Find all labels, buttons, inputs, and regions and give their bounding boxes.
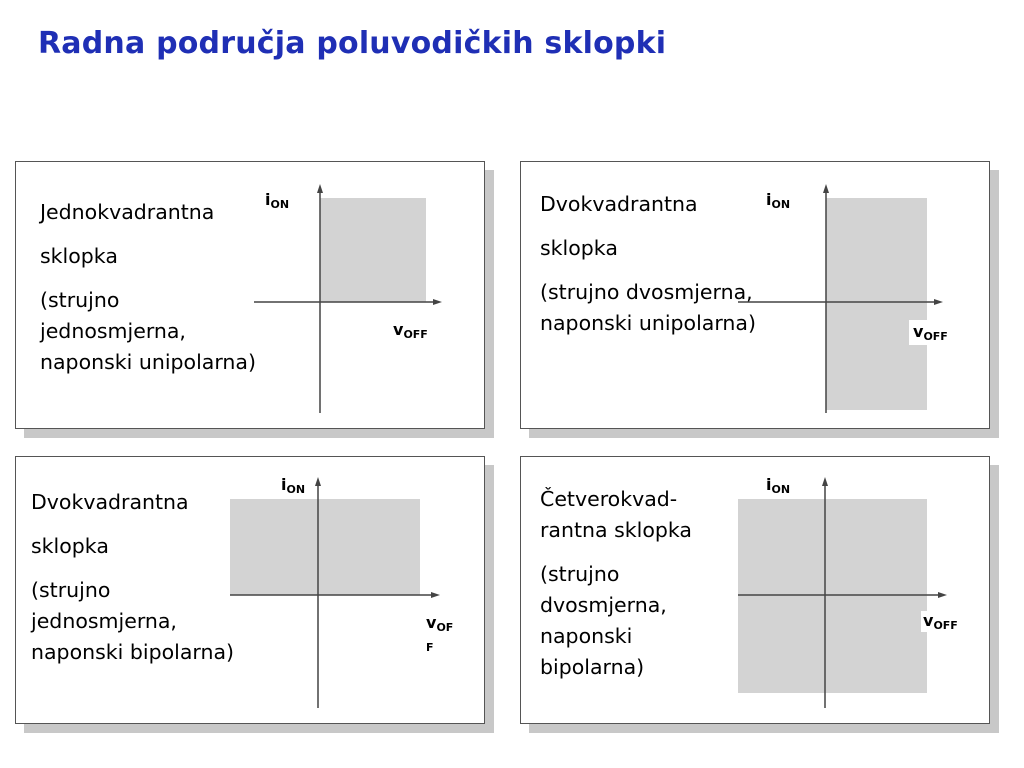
switch-name-line2: sklopka <box>540 236 618 260</box>
switch-description: (strujno jednosmjerna, naponski bipolarna) <box>31 578 235 664</box>
current-axis-arrow <box>315 477 321 486</box>
switch-name-line2: sklopka <box>40 244 118 268</box>
switch-name: Jednokvadrantna <box>40 200 215 224</box>
switch-description: (strujno dvosmjerna, naponski bipolarna) <box>540 562 667 679</box>
switch-description: (strujno jednosmjerna, naponski unipolarna) <box>40 288 256 374</box>
voltage-axis-label: $v_{OFF}$ <box>909 320 952 345</box>
operating-region <box>320 198 426 302</box>
operating-region <box>230 499 420 595</box>
operating-area-diagram <box>16 457 484 723</box>
voltage-axis-arrow <box>431 592 440 598</box>
operating-area-diagram <box>521 457 989 723</box>
operating-region <box>826 198 927 410</box>
panel-four-quadrant <box>520 456 990 724</box>
switch-name-line2: sklopka <box>31 534 109 558</box>
current-axis-label: $i_{ON}$ <box>766 190 791 211</box>
operating-area-diagram <box>16 162 484 428</box>
current-axis-arrow <box>823 184 829 193</box>
operating-area-diagram <box>521 162 989 428</box>
operating-region <box>738 499 927 693</box>
current-axis-arrow <box>822 477 828 486</box>
current-axis-label: $i_{ON}$ <box>766 475 791 496</box>
voltage-axis-label: $v_{OFF}$ <box>923 611 958 632</box>
switch-name: Dvokvadrantna <box>540 192 698 216</box>
voltage-axis-label: $v_{OFF}$ <box>393 320 428 341</box>
voltage-axis-arrow <box>938 592 947 598</box>
panel-two-quadrant-current <box>520 161 990 429</box>
page-title: Radna područja poluvodičkih sklopki <box>38 26 667 61</box>
switch-name: Dvokvadrantna <box>31 490 189 514</box>
current-axis-arrow <box>317 184 323 193</box>
current-axis-label: $i_{ON}$ <box>265 190 290 211</box>
voltage-axis-arrow <box>934 299 943 305</box>
switch-description: (strujno dvosmjerna, naponski unipolarna) <box>540 280 756 335</box>
panel-single-quadrant <box>15 161 485 429</box>
voltage-axis-arrow <box>433 299 442 305</box>
panel-two-quadrant-voltage <box>15 456 485 724</box>
voltage-axis-label: $v_{OF}$ F <box>424 614 455 657</box>
switch-name: Četverokvad-rantna sklopka <box>540 487 692 542</box>
current-axis-label: $i_{ON}$ <box>281 475 306 496</box>
